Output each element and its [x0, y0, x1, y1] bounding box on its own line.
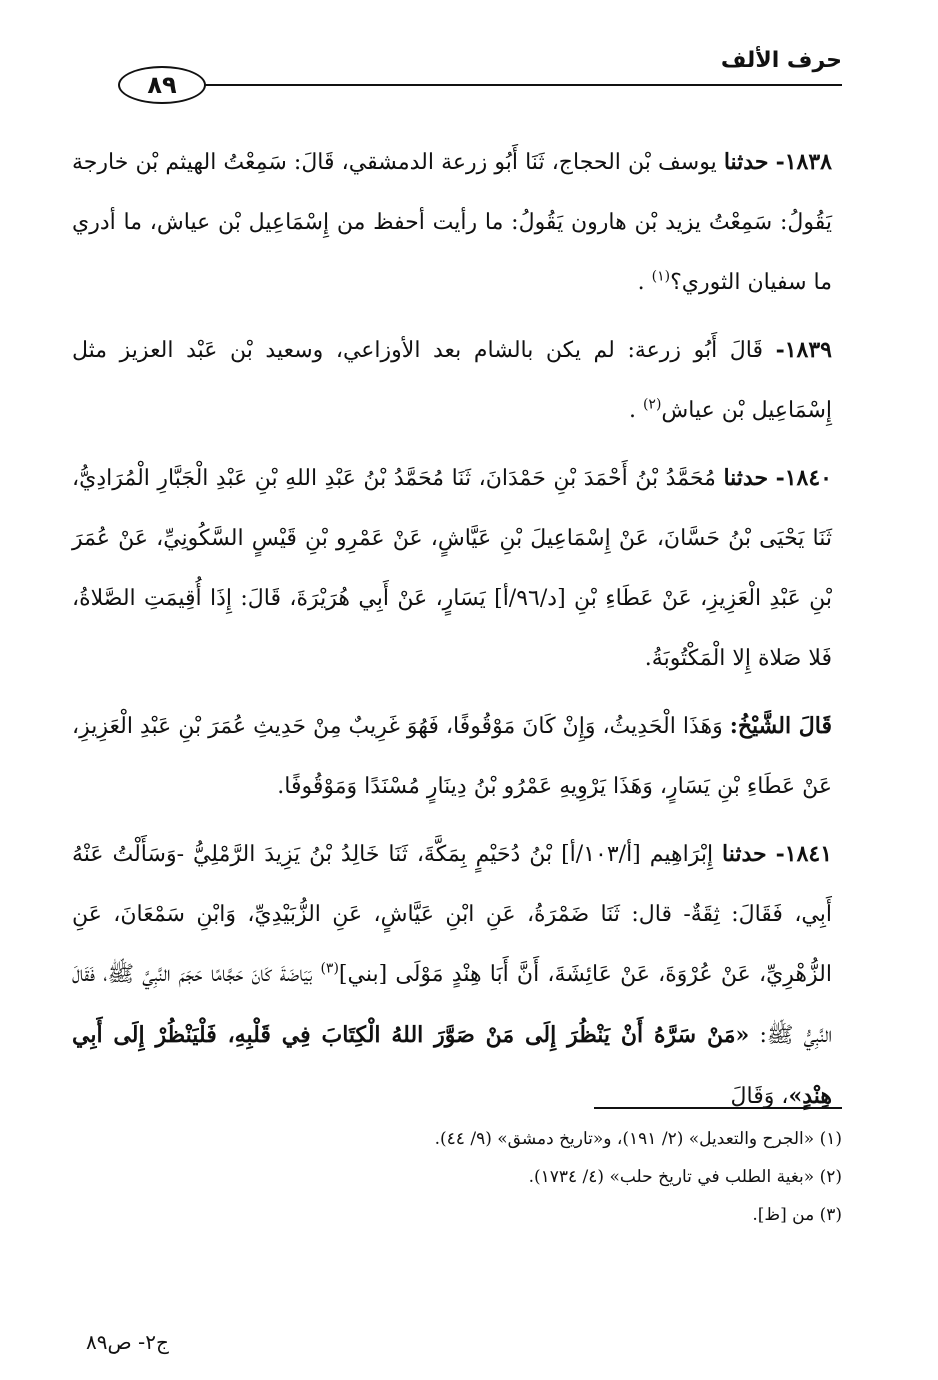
paragraph-1839	[72, 320, 832, 441]
paragraph-continuation: بَيَاضَةَ كَانَ حَجَّامًا حَجَمَ النَّبِيَّ ﷺ، فَقَالَ النَّبِيُّ ﷺ:	[72, 962, 832, 1048]
footnote-1: (١) «الجرح والتعديل» (٢/ ١٩١)، و«تاريخ دمشق» (٩/ ٤٤).	[434, 1129, 842, 1149]
paragraph-text: مُحَمَّدُ بْنُ أَحْمَدَ بْنِ حَمْدَانَ، ثَنَا مُحَمَّدُ بْنُ عَبْدِ اللهِ بْنِ عَبْدِ الْجَبَّارِ الْمُرَادِيُّ، ثَنَا يَحْيَى بْنُ حَسَّانَ، عَنْ إِسْمَاعِيلَ بْنِ عَيَّاشٍ، عَنْ عَمْرِو بْنِ قَيْسٍ السَّكُونِيِّ، عَنْ عُمَرَ بْنِ عَبْدِ الْعَزِيزِ، عَنْ عَطَاءِ بْنِ [د/٩٦/أ] يَسَارٍ، عَنْ أَبِي هُرَيْرَةَ، قَالَ: إِذَا أُقِيمَتِ الصَّلاةُ، فَلا صَلاة إِلا الْمَكْتُوبَةُ.	[72, 466, 832, 671]
hadith-number: ١٨٤١-	[775, 841, 833, 867]
hadith-number: ١٨٣٩-	[775, 337, 832, 363]
footnotes	[80, 1120, 842, 1234]
footnote-2: (٢) «بغية الطلب في تاريخ حلب» (٤/ ١٧٣٤).	[528, 1167, 842, 1187]
paragraph-1841	[72, 824, 832, 1127]
footnote-3: (٣) من [ظ].	[752, 1205, 842, 1225]
volume-page-reference: ج٢- ص٨٩	[86, 1330, 169, 1354]
narration-keyword: حدثنا	[722, 841, 767, 867]
paragraph-text: إِبْرَاهِيم [أ/١٠٣/أ] بْنُ دُحَيْمٍ بِمَكَّةَ، ثَنَا خَالِدُ بْنُ يَزِيدَ الرَّمْلِيُّ -وَسَأَلْتُ عَنْهُ أَبِي، فَقَالَ: ثِقَةٌ- قال: ثَنَا ضَمْرَةُ، عَنِ ابْنِ عَيَّاشٍ، عَنِ الزُّبَيْدِيِّ، وَابْنِ سَمْعَانَ، عَنِ الزُّهْرِيِّ، عَنْ عُرْوَةَ، عَنْ عَائِشَةَ، أَنَّ أَبَا هِنْدٍ مَوْلَى [بني]	[72, 842, 832, 987]
hadith-number: ١٨٤٠-	[775, 465, 832, 491]
footnote-ref: (٣)	[320, 960, 339, 977]
narration-keyword: حدثنا	[723, 149, 769, 175]
sheikh-keyword: قَالَ الشَّيْخُ:	[729, 713, 832, 739]
paragraph-text: يوسف بْن الحجاج، ثَنَا أَبُو زرعة الدمشقي، قَالَ: سَمِعْتُ الهيثم بْن خارجة يَقُولُ: سَمِعْتُ يزيد بْن هارون يَقُولُ: ما رأيت أحفظ من إِسْمَاعِيل بْن عياش، ما أدري ما سفيان الثوري؟	[72, 150, 832, 295]
footnote-ref: (١)	[651, 268, 671, 285]
hadith-quote: «مَنْ سَرَّهُ أَنْ يَنْظُرَ إِلَى مَنْ صَوَّرَ اللهُ الْكِتَابَ فِي قَلْبِهِ، فَلْيَنْظُرْ إِلَى أَبِي هِنْدٍ»	[72, 1022, 832, 1109]
header-rule	[200, 84, 842, 86]
footnote-ref: (٢)	[642, 396, 662, 413]
paragraph-text: وَهَذَا الْحَدِيثُ، وَإِنْ كَانَ مَوْقُوفًا، فَهُوَ غَرِيبٌ مِنْ حَدِيثِ عُمَرَ بْنِ عَبْدِ الْعَزِيزِ، عَنْ عَطَاءِ بْنِ يَسَارٍ، وَهَذَا يَرْوِيهِ عَمْرُو بْنُ دِينَارٍ مُسْنَدًا وَمَوْقُوفًا.	[72, 714, 832, 799]
footnote-rule	[594, 1107, 842, 1109]
hadith-number: ١٨٣٨-	[775, 149, 832, 175]
paragraph-sheikh-comment	[72, 696, 832, 817]
page-header	[0, 44, 938, 114]
paragraph-end: .	[637, 270, 652, 295]
paragraph-text: قَالَ أَبُو زرعة: لم يكن بالشام بعد الأوزاعي، وسعيد بْن عَبْد العزيز مثل إِسْمَاعِيل بْن عياش	[72, 338, 832, 423]
body-text	[72, 132, 832, 1134]
paragraph-1838	[72, 132, 832, 313]
narration-keyword: حدثنا	[723, 465, 769, 491]
paragraph-end: ، وَقَالَ	[730, 1084, 789, 1109]
paragraph-1840	[72, 448, 832, 689]
chapter-title: حرف الألف	[720, 48, 842, 73]
page-number-badge: ٨٩	[118, 66, 206, 104]
paragraph-end: .	[628, 398, 643, 423]
